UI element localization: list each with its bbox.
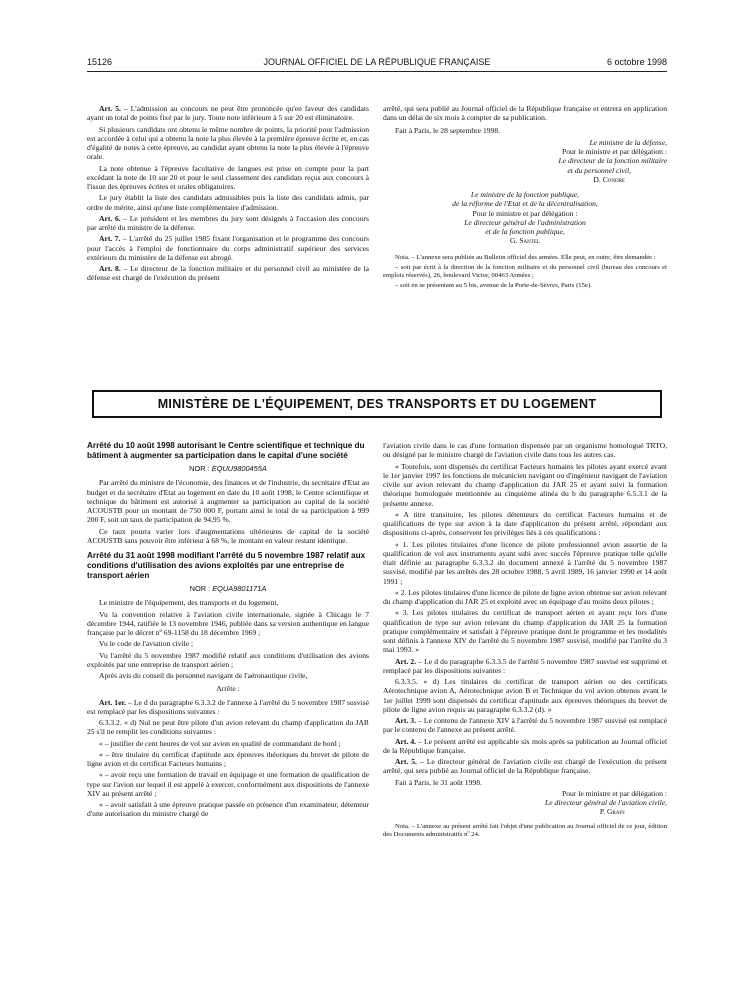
top-right-column <box>383 104 667 293</box>
signature-title: Le ministre de la fonction publique, <box>470 190 580 199</box>
paragraph: « A titre transitoire, les pilotes détenteurs du certificat Facteurs humains et de qualifications de type sur avion à la date d'application du présent arrêté, répondant aux dispositions ci-après, conservent les privilèges liés à ces qualifications : <box>383 509 667 538</box>
paragraph: 6.3.3.5. « d) Les titulaires du certificat de transport aérien ou des certificats Aérotechnique avion A, Aérotechnique avion B et Technique du vol avion obtenus avant le 1er juillet 1999 sont dispensés du certificat d'aptitude aux épreuves théoriques du brevet de pilote de ligne avion requis au paragraphe 6.3.3.2 (d). » <box>383 677 667 714</box>
decree-title: Arrêté du 10 août 1998 autorisant le Centre scientifique et technique du bâtiment à augmenter sa participation dans le capital d'une société <box>87 441 365 460</box>
article-8-paragraph: Art. 8. – Le directeur de la fonction militaire et du personnel civil au ministère de la défense est chargé de l'exécution du présent <box>87 264 369 283</box>
article-label: Art. 1er. <box>99 697 127 707</box>
article-label: Art. 6. <box>99 213 121 223</box>
paragraph: l'aviation civile dans le cas d'une formation dispensée par un organisme homologué TRTO, ou désigné par le ministre chargé de l'aviation civile dans tous les autres cas. <box>383 441 667 460</box>
signature-name: P. Graff <box>599 807 625 817</box>
paragraph: « 3. Les pilotes titulaires du certificat de transport aérien et ayant reçu lors d'une qualification de type sur avion relevant du champ d'application du JAR 25 la formation pratique complémentaire et satisfait à l'épreuve pratique dont le programme et les modalités sont définis à l'annexe XIV de l'arrêté du 5 novembre 1987 susvisé, modifié par l'arrêté du 3 mai 1993. » <box>383 608 667 655</box>
paragraph: Ce taux pourra varier lors d'augmentations ultérieures de capital de la société ACOUSTB sans pouvoir être inférieur à 68 %, le montant en valeur restant identique. <box>87 526 369 545</box>
signature-title: Le ministre de la défense, <box>589 137 667 147</box>
signature-date: Fait à Paris, le 31 août 1998. <box>395 777 482 787</box>
signature-name: G. Santel <box>510 236 540 246</box>
nota-item: – soit en se présentant au 5 bis, avenue de la Porte-de-Sèvres, Paris (15e). <box>395 282 592 290</box>
nor-reference: NOR : EQUU9800455A <box>189 464 267 473</box>
signature-director: Le directeur de la fonction militaire <box>558 156 667 166</box>
header-rule <box>87 71 667 72</box>
signature-director: et du personnel civil, <box>567 165 631 175</box>
paragraph: La note obtenue à l'épreuve facultative de langues est prise en compte pour la part excédant la note de 10 sur 20 et pour le seul classement des candidats reçus aux concours à l'issue des épreuves écrites et orales obligatoires. <box>87 163 369 191</box>
paragraph: Le ministre de l'équipement, des transports et du logement, <box>99 598 279 608</box>
article-label: Art. 2. <box>395 656 417 666</box>
article-1-paragraph: Art. 1er. – Le d du paragraphe 6.3.3.2 de l'annexe à l'arrêté du 5 novembre 1987 susvisé est remplacé par les dispositions suivantes : <box>87 697 369 716</box>
article-label: Art. 7. <box>99 234 121 244</box>
paragraph: Après avis du conseil du personnel navigant de l'aéronautique civile, <box>99 671 308 680</box>
list-item: « – avoir reçu une formation de travail en équipage et une formation de qualification de type sur l'avion sur lequel il est appelé à exercer, conformément aux dispositions de l'annexe XIV au présent arrêté ; <box>87 770 369 798</box>
signature-title: de la réforme de l'Etat et de la décentralisation, <box>452 199 598 209</box>
nota: Nota. – L'annexe au présent arrêté fait l'objet d'une publication au Journal officiel de ce jour, édition des Documents administratifs nº 24. <box>383 822 667 838</box>
article-6-paragraph: Art. 6. – Le président et les membres du jury sont désignés à l'occasion des concours par arrêté du ministre de la défense. <box>87 213 369 232</box>
paragraph: « 2. Les pilotes titulaires d'une licence de pilote de ligne avion obtenue sur avion relevant du champ d'application du JAR 25 et exploité avec un équipage d'au moins deux pilotes ; <box>383 587 667 606</box>
signature-name: D. Condre <box>593 174 625 184</box>
paragraph: Vu la convention relative à l'aviation civile internationale, signée à Chicago le 7 décembre 1944, ratifiée le 13 novembre 1946, publiée dans sa version authentique en langue française par le décret nº 69-1158 du 18 décembre 1969 ; <box>87 609 369 637</box>
arrete-heading: Arrête : <box>216 684 240 694</box>
issue-date: 6 octobre 1998 <box>606 57 667 67</box>
nor-reference: NOR : EQUA9801171A <box>189 584 267 593</box>
article-label: Art. 3. <box>395 716 417 725</box>
bottom-right-column <box>383 441 667 841</box>
bottom-left-column <box>87 441 369 821</box>
nota-item: – soit par écrit à la direction de la fonction militaire et du personnel civil (bureau des concours et emplois réservés), 26, boulevard Victor, 00463 Armées ; <box>383 263 667 280</box>
paragraph: Par arrêté du ministre de l'économie, des finances et de l'industrie, du secrétaire d'Etat au budget et du secrétaire d'Etat au logement en date du 10 août 1998, le Centre scientifique et technique du bâtiment est autorisé à augmenter sa participation au capital de la société ACOUSTB pour un montant de 750 000 F, portant ainsi le total de sa participation à 999 200 F, soit un taux de participation de 94,95 %. <box>87 478 369 525</box>
article-label: Art. 5. <box>395 757 417 766</box>
list-item: « – justifier de cent heures de vol sur avion en qualité de commandant de bord ; <box>99 738 341 748</box>
list-item: « – être titulaire du certificat d'aptitude aux épreuves théoriques du brevet de pilote de ligne avion et du certificat Facteurs humains ; <box>87 749 369 768</box>
article-4-paragraph: Art. 4. – Le présent arrêté est applicable six mois après sa publication au Journal officiel de la République française. <box>383 736 667 755</box>
ministry-heading: MINISTÈRE DE L'ÉQUIPEMENT, DES TRANSPORTS ET DU LOGEMENT <box>92 390 662 418</box>
article-5-paragraph: Art. 5. – L'admission au concours ne peut être prononcée qu'en faveur des candidats ayant un total de points fixé par le jury. Toute note inférieure à 5 sur 20 est éliminatoire. <box>87 104 369 123</box>
page-header <box>87 57 667 71</box>
nota: Nota. – L'annexe sera publiée au Bulletin officiel des armées. Elle peut, en outre, être demandée : <box>395 253 656 261</box>
paragraph: « 1. Les pilotes titulaires d'une licence de pilote professionnel avion assortie de la qualification de vol aux instruments ayant subi avec succès l'épreuve pratique telle qu'elle était définie au paragraphe 6.3.3.2 du document annexé à l'arrêté du 5 novembre 1987 susvisé, modifié par les arrêtés des 28 octobre 1988, 5 avril 1989, 16 janvier 1990 et 14 août 1991 ; <box>383 539 667 586</box>
signature-delegation: Pour le ministre et par délégation : <box>561 147 667 156</box>
article-label: Art. 4. <box>395 736 417 746</box>
article-7-paragraph: Art. 7. – L'arrêté du 25 juillet 1985 fixant l'organisation et le programme des concours pour l'accès à l'emploi de fonctionnaire du corps administratif supérieur des services extérieurs du ministère de la défense est abrogé. <box>87 234 369 262</box>
paragraph: Vu le code de l'aviation civile ; <box>99 639 194 649</box>
signature-director: Le directeur général de l'administration <box>464 217 586 227</box>
article-label: Art. 5. <box>99 104 121 113</box>
article-2-paragraph: Art. 2. – Le d du paragraphe 6.3.3.5 de l'arrêté 5 novembre 1987 susvisé est supprimé et remplacé par les dispositions suivantes : <box>383 656 667 675</box>
paragraph: Si plusieurs candidats ont obtenu le même nombre de points, la priorité pour l'admission est accordée à celui qui a obtenu la note la plus élevée à la première épreuve écrite et, en cas d'égalité de notes à cette épreuve, au candidat ayant obtenu la note la plus élevée à l'épreuve orale. <box>87 124 369 162</box>
paragraph: « Toutefois, sont dispensés du certificat Facteurs humains les pilotes ayant exercé avant le 1er janvier 1997 les fonctions de mécanicien navigant ou d'ingénieur navigant de l'aviation civile sur avion relevant du champ d'application du JAR 25 et ayant suivi la formation théorique homologuée mentionnée au cinquième alinéa du b du paragraphe 6.5.3.1 de la présente annexe. <box>383 461 667 508</box>
signature-director: Le directeur général de l'aviation civile, <box>545 798 667 807</box>
signature-delegation: Pour le ministre et par délégation : <box>472 208 578 218</box>
signature-date: Fait à Paris, le 28 septembre 1998. <box>395 125 501 135</box>
signature-director: et de la fonction publique, <box>485 227 565 236</box>
list-item: « – avoir satisfait à une épreuve pratique passée en présence d'un examinateur, détenteur d'une autorisation du ministre chargé de <box>87 800 369 819</box>
paragraph: 6.3.3.2. « d) Nul ne peut être pilote d'un avion relevant du champ d'application du JAR 25 s'il ne remplit les conditions suivantes : <box>87 718 369 737</box>
decree-title: Arrêté du 31 août 1998 modifiant l'arrêté du 5 novembre 1987 relatif aux conditions d'utilisation des avions exploités par une entreprise de transport aérien <box>87 551 366 580</box>
article-3-paragraph: Art. 3. – Le contenu de l'annexe XIV à l'arrêté du 5 novembre 1987 susvisé est remplacé par le contenu de l'annexe au présent arrêté. <box>383 716 667 735</box>
article-label: Art. 8. <box>99 264 121 273</box>
journal-title: JOURNAL OFFICIEL DE LA RÉPUBLIQUE FRANÇAISE <box>263 57 491 67</box>
top-left-column <box>87 104 369 285</box>
paragraph: arrêté, qui sera publié au Journal officiel de la République française et entrera en application dans un délai de six mois à compter de sa publication. <box>383 104 667 123</box>
paragraph: Vu l'arrêté du 5 novembre 1987 modifié relatif aux conditions d'utilisation des avions exploités par une entreprise de transport aérien ; <box>87 650 369 669</box>
signature-delegation: Pour le ministre et par délégation : <box>561 788 667 798</box>
paragraph: Le jury établit la liste des candidats admissibles puis la liste des candidats admis, par ordre de mérite, ainsi qu'une liste complémentaire d'admission. <box>87 193 369 212</box>
page-number: 15126 <box>87 57 113 67</box>
article-5-paragraph: Art. 5. – Le directeur général de l'aviation civile est chargé de l'exécution du présent arrêté, qui sera publié au Journal officiel de la République française. <box>383 757 667 776</box>
